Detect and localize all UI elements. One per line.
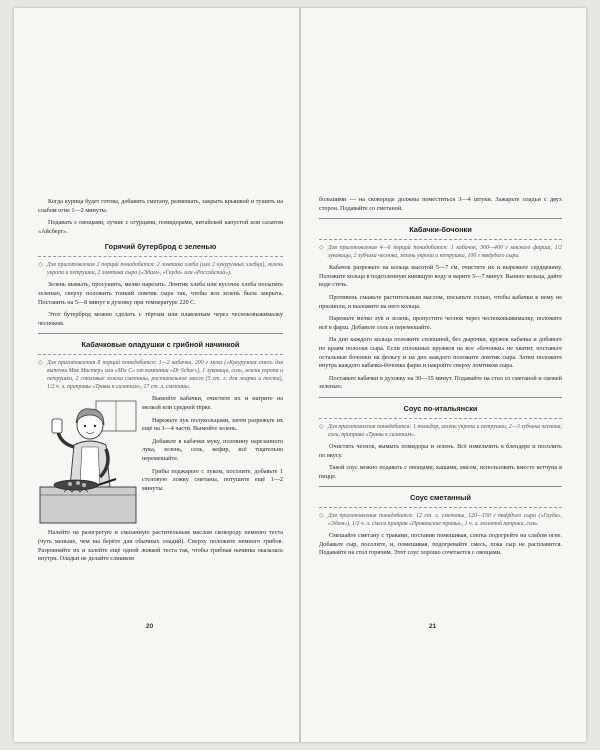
ingredients-note: [319, 512, 562, 528]
diamond-bullet-icon: ◇: [38, 262, 43, 269]
ingredients-text: Для приготовления понадобится: 1 помидор, зелень укропа и петрушки, 2—3 зубчика чеснока, соль, приправа «Травы к салатам».: [328, 423, 562, 438]
recipe-title: Кабачки-бочонки: [409, 225, 472, 235]
ingredients-note: [38, 261, 283, 277]
recipe-paragraph: Грибы поджарьте с луком, посолите, добавьте 1 столовую ложку сметаны, потушите ещё 1—2 минуты.: [142, 467, 283, 492]
divider: [38, 256, 283, 257]
divider: [38, 333, 283, 334]
right-page: [301, 8, 586, 742]
ingredients-text: Для приготовления понадобится: 12 ст. л. сметаны, 120—150 г твёрдого сыра («Гауда», «Эдам»), 1/2 ч. л. смеси приправ «Прованские травы», 1 ч. л. молотой паприки, соль.: [328, 513, 562, 528]
diamond-bullet-icon: ◇: [38, 360, 43, 367]
recipe-paragraph: Такой соус можно подавать с овощами, кашами, мясом, использовать вместо кетчупа в пицце.: [319, 464, 562, 480]
diamond-bullet-icon: ◇: [319, 423, 324, 430]
divider: [319, 507, 562, 508]
page-number: 20: [146, 623, 154, 630]
recipe-paragraph: Добавьте в кабачки муку, половину нарезанного лука, зелень, соль, кефир, всё тщательно перемешайте.: [142, 437, 283, 462]
ingredients-note: [38, 359, 283, 391]
divider: [319, 486, 562, 487]
intro-paragraph: Когда курица будет готова, добавить сметану, размешать, закрыть крышкой и тушить на слабом огне 1—2 минуты.: [38, 198, 283, 214]
cook-illustration: [38, 395, 138, 525]
recipe-paragraph: Этот бутерброд можно сделать с тёртым или плавленым через чесноковыжималку чесноком.: [38, 311, 283, 327]
divider: [319, 239, 562, 240]
recipe-paragraph: Поставьте кабачки в духовку на 30—35 минут. Подавайте на стол со сметаной и свежей зеленью.: [319, 374, 562, 391]
ingredients-note: [319, 423, 562, 439]
recipe-paragraph: Налейте на разогретую и смазанную растительным маслом сковороду немного теста (чуть меньше, чем вы берёте для обычных оладий). Сверху положите немного грибов. Разровняйте их и залейте ещё одной ложкой теста так, чтобы грибная начинка оказалась внутри. Оладьи не делайте слишком: [38, 529, 283, 563]
ingredients-note: [319, 244, 562, 260]
divider: [319, 418, 562, 419]
recipe-paragraph: Противень смажьте растительным маслом, посыпьте солью, чтобы кабачки к нему не прилипли, и выложите на него кольца.: [319, 293, 562, 310]
recipe-paragraph: Нарежьте мелко лук и зелень, пропустите чеснок через чесноковыжималку, положите всё в фарш. Добавьте соль и перемешайте.: [319, 315, 562, 331]
recipe-paragraph: Нарежьте лук полукольцами, затем разрежьте их ещё на 3—4 части. Вымойте зелень.: [142, 416, 283, 433]
recipe-paragraph: На дно каждого кольца положите сплошной, без дырочки, кружок кабачка и добавьте по краям полоски сыра. Если сплошных кружков на все «бочонки» не хватит, поставьте остальные бочонки на фольгу и на дно каждого положите ломтик сыра. Затем положите внутрь каждого кабачка-бочонка фарш и накройте сверху ломтиком сыра.: [319, 336, 562, 370]
continuation-paragraph: большими — на сковороде должны поместиться 3—4 штуки. Зажарьте оладьи с двух сторон. Подавайте со сметаной.: [319, 196, 562, 212]
recipe-paragraph: Зелень вымыть, просушить, мелко нарезать. Ломтик хлеба или кусочек хлеба посыпать зеленью, сверху положить тонкий ломтик сыра так, чтобы вся зелень была закрыта. Поставить на 5—8 минут в духовку при температуре 220 С.: [38, 281, 283, 306]
illustration-block: [38, 395, 283, 529]
left-page-content: [38, 198, 283, 568]
recipe-paragraph: Кабачок разрежьте на кольца высотой 5—7 см, очистите их и вырежьте сердцевину. Положите кольца в подсоленную кипящую воду и варите 5—7 минут. Выньте кольца, дайте воде стечь.: [319, 264, 562, 289]
ingredients-text: Для приготовления 8 порций понадобится: 1—2 кабачка, 200 г муки («Кукурузная смесь для выпечки Мак Мастер» или «Mix C» от компании «Dr Schar»), 1 луковица, соль, зелень укропа и петрушки, 2 столовые ложки сметаны, растительное масло (5 ст. л. для жарки и теста), 1/2 ч. л. приправы «Травы к салатам», 17 ст. л. сметаны.: [47, 360, 283, 391]
ingredients-text: Для приготовления 4—6 порций понадобится: 1 кабачок, 300—400 г мясного фарша, 1/2 луковицы, 2 зубчика чеснока, зелень укропа и петрушки, 100 г твёрдого сыра.: [328, 245, 562, 260]
divider: [319, 218, 562, 219]
recipe-paragraph: Очистить чеснок, вымыть помидоры и зелень. Всё измельчить в блендере и посолить по вкусу.: [319, 442, 562, 459]
recipe-title: Соус сметанный: [410, 493, 471, 503]
page-number: 21: [429, 623, 437, 630]
diamond-bullet-icon: ◇: [319, 245, 324, 252]
recipe-paragraph: Вымойте кабачки, очистите их и натрите на мелкой или средней тёрке.: [142, 395, 283, 411]
book-spread: [14, 8, 586, 742]
left-page: [14, 8, 299, 742]
divider: [38, 354, 283, 355]
intro-paragraph: Подавать с овощами, лучше с огурцами, помидорами, китайской капустой или салатом «Айсберг».: [38, 219, 283, 235]
recipe-title: Кабачковые оладушки с грибной начинкой: [81, 340, 240, 350]
divider: [319, 397, 562, 398]
right-page-content: [319, 196, 562, 562]
diamond-bullet-icon: ◇: [319, 513, 324, 520]
beside-illustration-text: [142, 395, 283, 497]
recipe-title: Соус по-итальянски: [403, 403, 478, 413]
recipe-title: Горячий бутерброд с зеленью: [104, 242, 217, 252]
recipe-paragraph: Смешайте сметану с травами, поставив помешивая, слегка подогрейте на слабом огне. Добавьте сыр, посолите, и, помешивая, подогревайте смесь, пока сыр не расплавится. Подавайте на стол горячим. Этот соус хорошо сочетается с овощами.: [319, 532, 562, 557]
ingredients-text: Для приготовления 2 порций понадобится: 2 ломтика хлеба (или 2 кукурузных хлебца), зелень укропа и петрушки, 2 ломтика сыра («Эдам», «Гауда» или «Российский»).: [47, 262, 283, 277]
